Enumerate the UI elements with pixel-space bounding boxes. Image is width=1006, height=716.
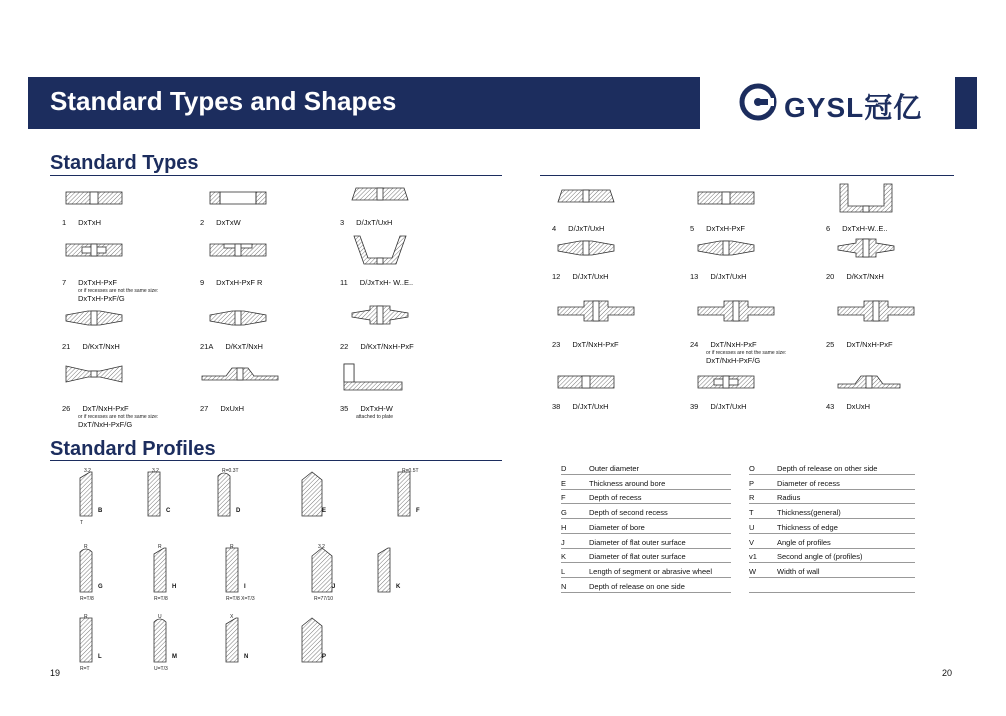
profile-dimension: 3.2: [152, 468, 159, 474]
type-drawing: [556, 186, 616, 215]
type-number: 3: [340, 218, 345, 227]
profile-drawing: [298, 470, 342, 535]
type-drawing: [836, 236, 896, 265]
glossary-row: [561, 461, 731, 475]
type-drawing: [836, 180, 896, 221]
glossary-desc: Diameter of recess: [777, 478, 840, 488]
glossary-row: [561, 549, 731, 563]
profile-letter: L: [98, 654, 102, 660]
glossary-code: K: [561, 552, 567, 562]
type-number: 5: [690, 224, 695, 233]
type-number: 24: [690, 340, 699, 349]
profile-dimension: R: [230, 544, 234, 550]
profile-letter: J: [332, 584, 336, 590]
page-title: Standard Types and Shapes: [50, 86, 397, 116]
type-number: 38: [552, 402, 561, 411]
profile-dimension: X: [230, 614, 234, 620]
glossary-desc: Diameter of bore: [589, 522, 645, 532]
profile-letter: F: [416, 508, 420, 514]
type-number: 1: [62, 218, 67, 227]
type-label: [340, 278, 413, 287]
glossary-code: J: [561, 537, 565, 547]
glossary-row: [561, 505, 731, 519]
type-drawing: [208, 238, 268, 267]
type-number: 2: [200, 218, 205, 227]
type-label: [200, 404, 244, 413]
profile-letter: G: [98, 584, 103, 590]
type-drawing: [696, 296, 776, 331]
glossary-desc: Width of wall: [777, 566, 820, 576]
type-code: DxT/NxH-PxF: [572, 340, 619, 349]
type-label: [826, 402, 870, 411]
glossary-code: P: [749, 478, 755, 488]
glossary-row: [749, 505, 915, 519]
type-number: 12: [552, 272, 561, 281]
profile-letter: N: [244, 654, 249, 660]
type-label: [690, 402, 747, 411]
type-code: DxTxH-PxF: [706, 224, 745, 233]
type-label: [826, 340, 893, 349]
glossary-desc: Length of segment or abrasive wheel: [589, 566, 712, 576]
gysl-logo: [738, 82, 928, 124]
type-code: DxUxH: [220, 404, 245, 413]
type-number: 13: [690, 272, 699, 281]
type-label: [62, 342, 120, 351]
type-drawing: [350, 232, 410, 273]
glossary-code: V: [749, 537, 755, 547]
type-note: attached to plate: [356, 414, 393, 420]
glossary-desc: Angle of profiles: [777, 537, 831, 547]
profile-formula: R=T/8: [80, 596, 94, 602]
glossary-desc: Radius: [777, 493, 801, 503]
type-label: [690, 272, 747, 281]
profile-drawing: [372, 546, 416, 611]
type-code: D/KxT/NxH-PxF: [360, 342, 414, 351]
glossary-code: N: [561, 581, 567, 591]
type-label: [552, 272, 609, 281]
type-label: [690, 340, 757, 349]
profiles-rule: [50, 460, 502, 461]
type-drawing: [64, 186, 124, 215]
type-code: DxUxH: [846, 402, 871, 411]
type-label: [552, 402, 609, 411]
type-drawing: [696, 236, 756, 265]
glossary-desc: Thickness of edge: [777, 522, 838, 532]
glossary-row: [561, 476, 731, 490]
type-alt-code: DxT/NxH-PxF/G: [78, 420, 133, 429]
type-note: or if recesses are not the same size:: [78, 414, 159, 420]
type-drawing: [556, 296, 636, 331]
glossary-row: [749, 476, 915, 490]
type-code: D/KxT/NxH: [225, 342, 263, 351]
profile-drawing: [392, 470, 436, 535]
type-code: D/JxT/UxH: [356, 218, 393, 227]
glossary-row: [749, 520, 915, 534]
type-number: 39: [690, 402, 699, 411]
type-drawing: [340, 360, 406, 399]
glossary-desc: Diameter of flat outer surface: [589, 537, 686, 547]
glossary-desc: Depth of release on other side: [777, 464, 878, 473]
profile-drawing: [220, 616, 264, 681]
glossary-code: R: [749, 493, 755, 503]
glossary-code: v1: [749, 552, 757, 562]
type-label: [340, 342, 414, 351]
type-number: 22: [340, 342, 349, 351]
type-label: [826, 272, 884, 281]
glossary-row: [561, 490, 731, 504]
type-code: D/KxT/NxH: [82, 342, 120, 351]
type-code: DxTxH-PxF R: [216, 278, 263, 287]
type-number: 35: [340, 404, 349, 413]
type-code: DxTxW: [216, 218, 241, 227]
glossary-code: L: [561, 566, 566, 576]
profile-letter: H: [172, 584, 177, 590]
type-number: 23: [552, 340, 561, 349]
glossary-code: G: [561, 508, 567, 518]
profile-formula: R=77/10: [314, 596, 334, 602]
type-code: D/JxT/UxH: [710, 272, 747, 281]
glossary-row: [749, 461, 915, 475]
glossary-desc: Diameter of flat outer surface: [589, 552, 686, 562]
glossary-desc: Depth of second recess: [589, 508, 668, 518]
profile-formula: T: [80, 520, 84, 526]
profile-drawing: [212, 470, 256, 535]
profile-formula: R=T/8: [154, 596, 168, 602]
type-drawing: [836, 374, 902, 395]
glossary-desc: Second angle of (profiles): [777, 552, 863, 562]
glossary-row: [561, 535, 731, 549]
type-code: D/KxT/NxH: [846, 272, 884, 281]
type-drawing: [64, 306, 124, 335]
type-note: or if recesses are not the same size:: [78, 288, 159, 294]
profile-dimension: R: [84, 544, 88, 550]
type-label: [200, 218, 241, 227]
type-label: [826, 224, 888, 233]
glossary-code: W: [749, 566, 757, 576]
glossary-desc: Depth of release on one side: [589, 581, 685, 591]
profile-letter: B: [98, 508, 103, 514]
type-code: DxTxH-W..E..: [842, 224, 888, 233]
type-drawing: [696, 186, 756, 215]
type-drawing: [836, 296, 916, 331]
type-code: D/JxT/UxH: [572, 272, 609, 281]
type-alt-code: DxT/NxH-PxF/G: [706, 356, 761, 365]
glossary-code: D: [561, 464, 567, 473]
type-code: DxT/NxH-PxF: [82, 404, 129, 413]
profile-letter: P: [322, 654, 327, 660]
glossary-code: U: [749, 522, 755, 532]
glossary-code: E: [561, 478, 567, 488]
type-code: D/JxT/UxH: [568, 224, 605, 233]
type-drawing: [200, 362, 280, 391]
type-code: DxTxH: [78, 218, 102, 227]
type-number: 4: [552, 224, 557, 233]
glossary-desc: Outer diameter: [589, 464, 640, 473]
type-label: [62, 218, 101, 227]
profile-dimension: R: [84, 614, 88, 620]
type-number: 21: [62, 342, 71, 351]
profile-dimension: U: [158, 614, 162, 620]
profile-letter: E: [322, 508, 327, 514]
profile-dimension: R=0.3T: [222, 468, 239, 474]
type-number: 9: [200, 278, 205, 287]
profile-formula: U=T/3: [154, 666, 168, 672]
glossary-code: O: [749, 464, 755, 473]
type-label: [62, 404, 129, 413]
type-drawing: [350, 184, 410, 213]
type-label: [62, 278, 117, 287]
page-number-left: 19: [50, 668, 61, 678]
profile-letter: K: [396, 584, 401, 590]
profile-letter: I: [244, 584, 246, 590]
profile-letter: C: [166, 508, 171, 514]
glossary-desc: Thickness(general): [777, 508, 841, 518]
profile-letter: D: [236, 508, 241, 514]
type-code: DxTxH-PxF: [78, 278, 117, 287]
type-code: DxTxH-W: [360, 404, 393, 413]
glossary-row: [749, 490, 915, 504]
type-drawing: [208, 186, 268, 215]
glossary-row: [561, 579, 731, 593]
type-label: [200, 278, 262, 287]
type-drawing: [64, 238, 124, 267]
profile-formula: R=T: [80, 666, 90, 672]
type-number: 11: [340, 278, 348, 287]
section-standard-profiles: Standard Profiles: [50, 438, 216, 460]
type-number: 25: [826, 340, 835, 349]
type-label: [340, 218, 392, 227]
glossary-row: [749, 535, 915, 549]
type-number: 7: [62, 278, 67, 287]
profile-drawing: [142, 470, 186, 535]
profile-dimension: R=0.5T: [402, 468, 419, 474]
glossary-desc: Depth of recess: [589, 493, 642, 503]
type-code: DxT/NxH-PxF: [846, 340, 893, 349]
type-label: [340, 404, 393, 413]
profile-dimension: R: [158, 544, 162, 550]
glossary-desc: Thickness around bore: [589, 478, 666, 488]
section-standard-types: Standard Types: [50, 152, 199, 174]
profile-letter: M: [172, 654, 177, 660]
type-drawing: [696, 372, 756, 397]
type-number: 27: [200, 404, 209, 413]
type-label: [552, 224, 604, 233]
glossary-row: [749, 579, 915, 593]
type-number: 21A: [200, 342, 214, 351]
types-rule-left: [50, 175, 502, 176]
type-number: 6: [826, 224, 831, 233]
header-side-tab: [955, 77, 977, 129]
type-alt-code: DxTxH-PxF/G: [78, 294, 125, 303]
glossary-row: [561, 520, 731, 534]
type-label: [552, 340, 619, 349]
type-code: D/JxT/UxH: [710, 402, 747, 411]
type-code: D/JxT/UxH: [572, 402, 609, 411]
type-drawing: [556, 372, 616, 397]
type-drawing: [208, 306, 268, 335]
type-code: DxT/NxH-PxF: [710, 340, 757, 349]
type-note: or if recesses are not the same size:: [706, 350, 787, 356]
glossary-row: [561, 564, 731, 578]
gysl-logo-icon: [738, 82, 778, 122]
glossary-row: [749, 564, 915, 578]
glossary-row: [749, 549, 915, 563]
types-rule-right: [540, 175, 954, 176]
type-code: D/JxTxH- W..E..: [359, 278, 414, 287]
type-number: 43: [826, 402, 835, 411]
type-label: [200, 342, 263, 351]
type-drawing: [556, 236, 616, 265]
profile-drawing: [298, 616, 342, 681]
profile-formula: R=T/8 X=T/3: [226, 596, 255, 602]
type-label: [690, 224, 745, 233]
type-number: 26: [62, 404, 71, 413]
type-drawing: [350, 300, 410, 335]
profile-dimension: 3.2: [84, 468, 91, 474]
glossary-code: H: [561, 522, 567, 532]
glossary-code: F: [561, 493, 566, 503]
glossary-code: T: [749, 508, 754, 518]
page-number-right: 20: [942, 668, 953, 678]
profile-dimension: 3.2: [318, 544, 325, 550]
logo-wordmark: GYSL冠亿: [784, 92, 923, 123]
type-drawing: [64, 358, 124, 395]
header-banner: [28, 77, 700, 129]
type-number: 20: [826, 272, 835, 281]
